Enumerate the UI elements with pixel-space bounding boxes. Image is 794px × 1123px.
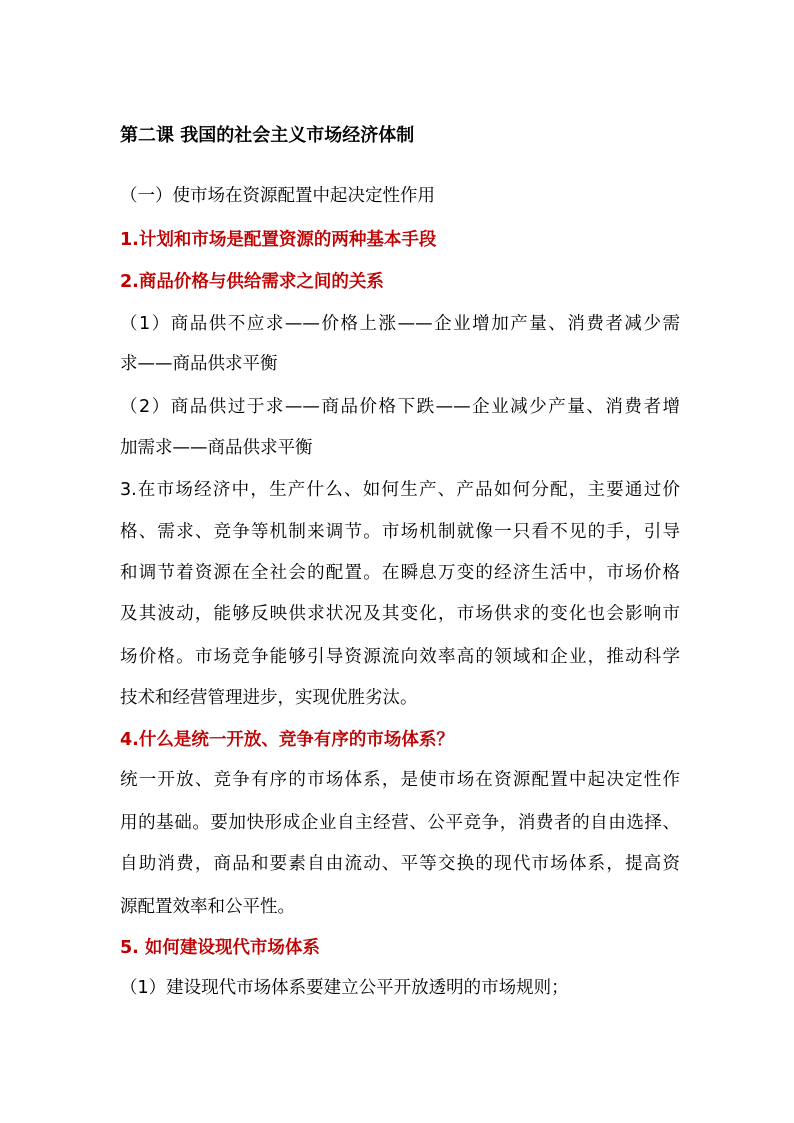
paragraph-2b-line-1: （2）商品供过于求——商品价格下跌——企业减少产量、消费者增 <box>120 397 680 417</box>
paragraph-4-line-4: 源配置效率和公平性。 <box>120 897 295 917</box>
paragraph-4-line-3: 自助消费，商品和要素自由流动、平等交换的现代市场体系，提高资 <box>120 854 680 874</box>
paragraph-4-line-2: 用的基础。要加快形成企业自主经营、公平竞争，消费者的自由选择、 <box>120 813 680 833</box>
paragraph-5-line-1: （1）建设现代市场体系要建立公平开放透明的市场规则； <box>120 978 569 998</box>
page-title: 第二课 我国的社会主义市场经济体制 <box>120 125 415 146</box>
paragraph-3-line-1: 3.在市场经济中，生产什么、如何生产、产品如何分配，主要通过价 <box>120 480 680 500</box>
paragraph-2a-line-1: （1）商品供不应求——价格上涨——企业增加产量、消费者减少需 <box>120 314 680 334</box>
paragraph-2a-line-2: 求——商品供求平衡 <box>120 354 278 374</box>
paragraph-4-line-1: 统一开放、竞争有序的市场体系，是使市场在资源配置中起决定性作 <box>120 770 680 790</box>
section-heading: （一）使市场在资源配置中起决定性作用 <box>120 186 435 206</box>
paragraph-3-line-5: 场价格。市场竞争能够引导资源流向效率高的领域和企业，推动科学 <box>120 647 680 667</box>
paragraph-2b-line-2: 加需求——商品供求平衡 <box>120 438 313 458</box>
paragraph-3-line-6: 技术和经营管理进步，实现优胜劣汰。 <box>120 688 418 708</box>
paragraph-3-line-4: 及其波动，能够反映供求状况及其变化，市场供求的变化也会影响市 <box>120 604 680 624</box>
heading-2: 2.商品价格与供给需求之间的关系 <box>120 272 384 292</box>
paragraph-3-line-2: 格、需求、竞争等机制来调节。市场机制就像一只看不见的手，引导 <box>120 522 680 542</box>
paragraph-3-line-3: 和调节着资源在全社会的配置。在瞬息万变的经济生活中，市场价格 <box>120 563 680 583</box>
heading-1: 1.计划和市场是配置资源的两种基本手段 <box>120 230 437 250</box>
heading-4: 4.什么是统一开放、竞争有序的市场体系？ <box>120 730 454 750</box>
heading-5: 5. 如何建设现代市场体系 <box>120 938 320 958</box>
